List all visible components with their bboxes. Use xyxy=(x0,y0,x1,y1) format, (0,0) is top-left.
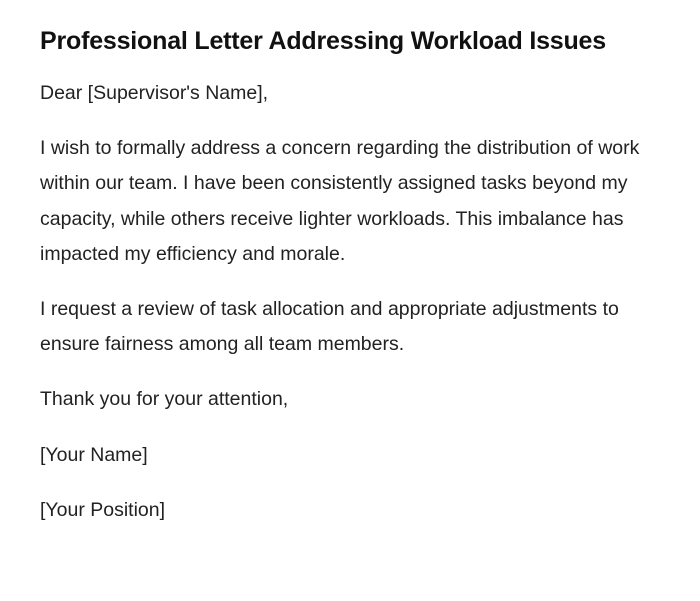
letter-body-paragraph-2: I request a review of task allocation and appropriate adjustments to ensure fairness among all team members. xyxy=(40,298,619,356)
letter-body-paragraph-1: I wish to formally address a concern regarding the distribution of work within our team. I have been consistently assigned tasks beyond my capacity, while others receive lighter workloads. This imbalance has impacted my efficiency and morale. xyxy=(40,137,640,265)
letter-closing: Thank you for your attention, xyxy=(40,388,289,411)
signature-name: [Your Name] xyxy=(40,443,148,466)
letter-title: Professional Letter Addressing Workload Issues xyxy=(40,27,606,55)
letter-document xyxy=(40,24,640,548)
letter-greeting: Dear [Supervisor's Name], xyxy=(40,82,269,104)
signature-position: [Your Position] xyxy=(40,498,166,521)
